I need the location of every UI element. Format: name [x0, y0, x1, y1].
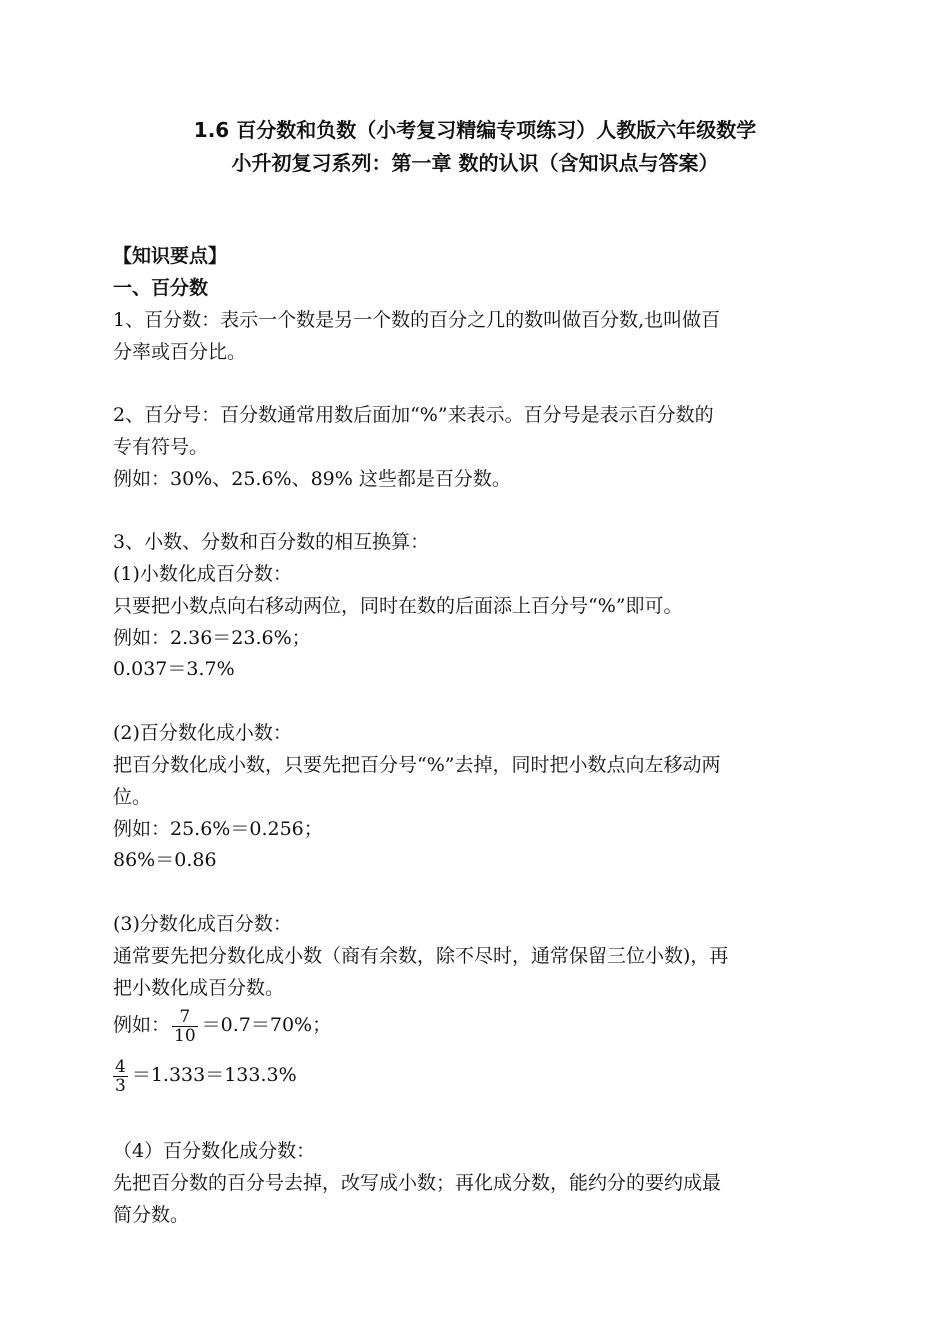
- subsection-3-rule-line-1: 通常要先把分数化成小数（商有余数，除不尽时，通常保留三位小数)，再: [113, 945, 729, 967]
- fraction-denominator: 10: [174, 1025, 196, 1046]
- subsection-3-example-1: [113, 1003, 843, 1047]
- subsection-2-example-2: 86%＝0.86: [113, 849, 217, 871]
- document-subtitle: 小升初复习系列：第一章 数的认识（含知识点与答案）: [231, 151, 719, 175]
- paragraph-2-example: 例如：30%、25.6%、89% 这些都是百分数。: [113, 468, 511, 490]
- paragraph-1-line-1: 1、百分数：表示一个数是另一个数的百分之几的数叫做百分数,也叫做百: [113, 309, 721, 331]
- paragraph-3-title: 3、小数、分数和百分数的相互换算：: [113, 531, 430, 553]
- fraction-numerator: 4: [115, 1056, 126, 1077]
- section-heading: 【知识要点】: [113, 245, 228, 267]
- paragraph-2-line-2: 专有符号。: [113, 436, 209, 458]
- subsection-1-example-1: 例如：2.36＝23.6%；: [113, 627, 311, 649]
- fraction-numerator: 7: [172, 1008, 198, 1027]
- subsection-4-rule-line-1: 先把百分数的百分号去掉，改写成小数；再化成分数，能约分的要约成最: [113, 1172, 722, 1194]
- paragraph-2-line-1: 2、百分号：百分数通常用数后面加“%”来表示。百分号是表示百分数的: [113, 404, 714, 426]
- document-title: 1.6 百分数和负数（小考复习精编专项练习）人教版六年级数学: [193, 118, 757, 142]
- subsection-3-title: (3)分数化成百分数：: [113, 913, 292, 935]
- subsection-2-rule-line-1: 把百分数化成小数，只要先把百分号“%”去掉，同时把小数点向左移动两: [113, 754, 721, 776]
- subsection-2-rule-line-2: 位。: [113, 786, 152, 808]
- paragraph-1-line-2: 分率或百分比。: [113, 341, 247, 363]
- subsection-3-rule-line-2: 把小数化成百分数。: [113, 977, 285, 999]
- example-prefix: 例如：: [113, 1014, 171, 1036]
- subsection-3-example-2: [113, 1053, 843, 1097]
- subsection-4-title: （4）百分数化成分数：: [113, 1140, 316, 1162]
- example-result: ＝0.7＝70%；: [201, 1014, 332, 1036]
- subsection-1-title: (1)小数化成百分数：: [113, 563, 292, 585]
- subsection-2-example-1: 例如：25.6%＝0.256；: [113, 818, 323, 840]
- fraction-4-3: [113, 1058, 128, 1095]
- section-subheading: 一、百分数: [113, 277, 209, 299]
- example-result: ＝1.333＝133.3%: [131, 1064, 297, 1086]
- subsection-2-title: (2)百分数化成小数：: [113, 722, 292, 744]
- fraction-7-10: [172, 1008, 198, 1045]
- subsection-1-rule: 只要把小数点向右移动两位，同时在数的后面添上百分号“%”即可。: [113, 595, 683, 617]
- fraction-denominator: 3: [115, 1075, 126, 1096]
- subsection-1-example-2: 0.037＝3.7%: [113, 658, 235, 680]
- subsection-4-rule-line-2: 简分数。: [113, 1204, 190, 1226]
